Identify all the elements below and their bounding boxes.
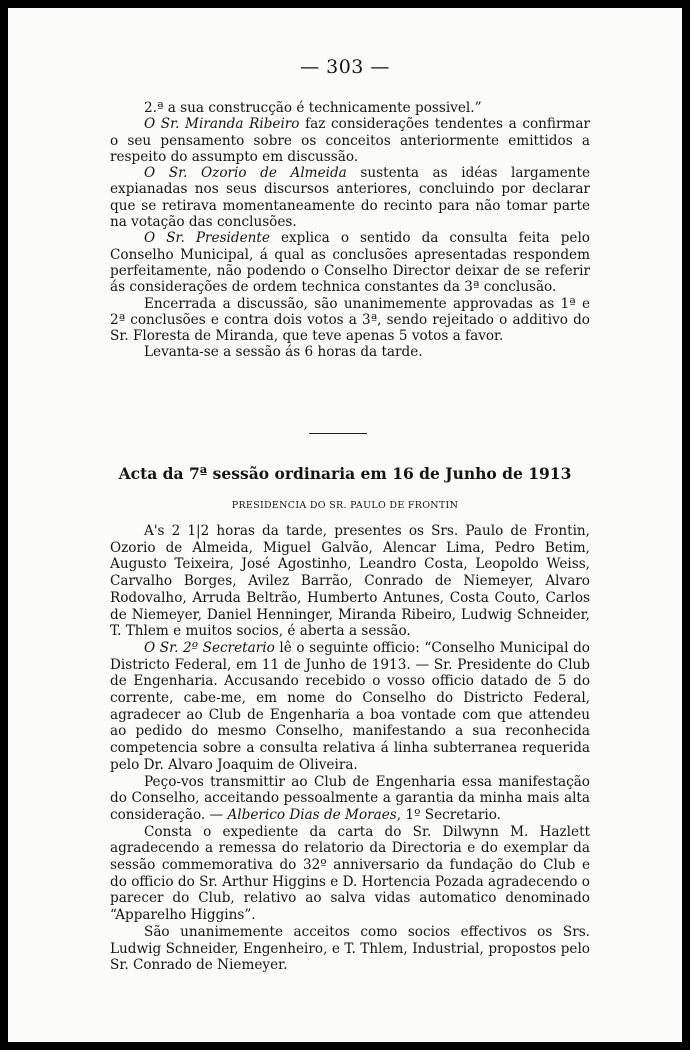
text-run: Encerrada a discussão, são unanimemente approvadas as 1ª e 2ª conclusões e contra dois votos a 3ª, sendo rejeitado o additivo do Sr. Floresta de Miranda, que teve apenas 5 votos a favor. (110, 295, 590, 345)
paragraph (110, 230, 590, 295)
paragraph (110, 774, 590, 824)
text-run: lê o seguinte officio: “Conselho Municipal do Districto Federal, em 11 de Junho de 1913. — Sr. Presidente do Club de Engenharia. Accusando recebido o vosso officio datado de 5 do corrente, cabe-me, em nome do Conselho do Districto Federal, agradecer ao Club de Engenharia a boa vontade com que attendeu ao pedido do mesmo Conselho, manifestando a sua reconhecida competencia sobre a consulta relativa á linha subterranea requerida pelo Dr. Alvaro Joaquim de Oliveira. (110, 639, 590, 773)
section-title: Acta da 7ª sessão ordinaria em 16 de Junho de 1913 (118, 464, 572, 483)
italic-text: O Sr. 2º Secretario (144, 639, 275, 656)
paragraph (110, 824, 590, 924)
paragraph (110, 924, 590, 974)
section-subtitle: PRESIDENCIA DO SR. PAULO DE FRONTIN (231, 500, 459, 511)
text-run: faz considerações tendentes a confirmar o seu pensamento sobre os conceitos anteriormente emittidos a respeito do assumpto em discussão. (110, 116, 590, 165)
document-page (8, 8, 682, 1042)
paragraph (110, 640, 590, 774)
text-run: Peço-vos transmittir ao Club de Engenharia essa manifestação do Conselho, acceitando pessoalmente a garantia da minha mais alta consideração. — (110, 773, 590, 823)
italic-text: O Sr. Miranda Ribeiro (144, 116, 300, 133)
section-divider (309, 433, 367, 434)
text-run: , 1º Secretario. (396, 806, 501, 823)
paragraph (110, 165, 590, 230)
text-run: A's 2 1|2 horas da tarde, presentes os Srs. Paulo de Frontin, Ozorio de Almeida, Miguel Galvão, Alencar Lima, Pedro Betim, Augusto Teixeira, José Agostinho, Leandro Costa, Leopoldo Weiss, Carvalho Borges, Avilez Barrão, Conrado de Niemeyer, Alvaro Rodovalho, Arruda Beltrão, Humberto Antunes, Costa Couto, Carlos de Niemeyer, Daniel Henninger, Miranda Ribeiro, Ludwig Schneider, T. Thlem e muitos socios, é aberta a sessão. (110, 523, 590, 640)
text-run: explica o sentido da consulta feita pelo Conselho Municipal, á qual as conclusões apresentadas respondem perfeitamente, não podendo o Conselho Director deixar de se referir ás considerações de ordem technica constantes da 3ª conclusão. (110, 230, 590, 296)
session-minutes (110, 523, 590, 974)
paragraph (110, 523, 590, 640)
minutes-continuation (110, 100, 590, 361)
text-run: Levanta-se a sessão ás 6 horas da tarde. (144, 344, 423, 361)
text-run: sustenta as idéas largamente expianadas nos seus discursos anteriores, concluindo por declarar que se retirava momentaneamente do recinto para não tomar parte na votação das conclusões. (110, 165, 590, 231)
text-run: 2.ª a sua construcção é technicamente possivel.” (144, 100, 482, 116)
text-run: São unanimemente acceitos como socios effectivos os Srs. Ludwig Schneider, Engenheiro, e T. Thlem, Industrial, propostos pelo Sr. Conrado de Niemeyer. (110, 923, 590, 974)
italic-text: O Sr. Presidente (144, 230, 270, 247)
paragraph (110, 100, 590, 116)
paragraph (110, 116, 590, 165)
paragraph (110, 344, 590, 360)
italic-text: O Sr. Ozorio de Almeida (144, 165, 347, 182)
italic-text: Alberico Dias de Moraes (227, 806, 397, 823)
paragraph (110, 296, 590, 345)
page-number: — 303 — (300, 56, 390, 78)
text-run: Consta o expediente da carta do Sr. Dilwynn M. Hazlett agradecendo a remessa do relatorio da Directoria e do exemplar da sessão commemorativa do 32º anniversario da fundação do Club e do officio do Sr. Arthur Higgins e D. Hortencia Pozada agradecendo o parecer do Club, relativo ao salva vidas automatico denominado “Apparelho Higgins”. (110, 823, 590, 924)
